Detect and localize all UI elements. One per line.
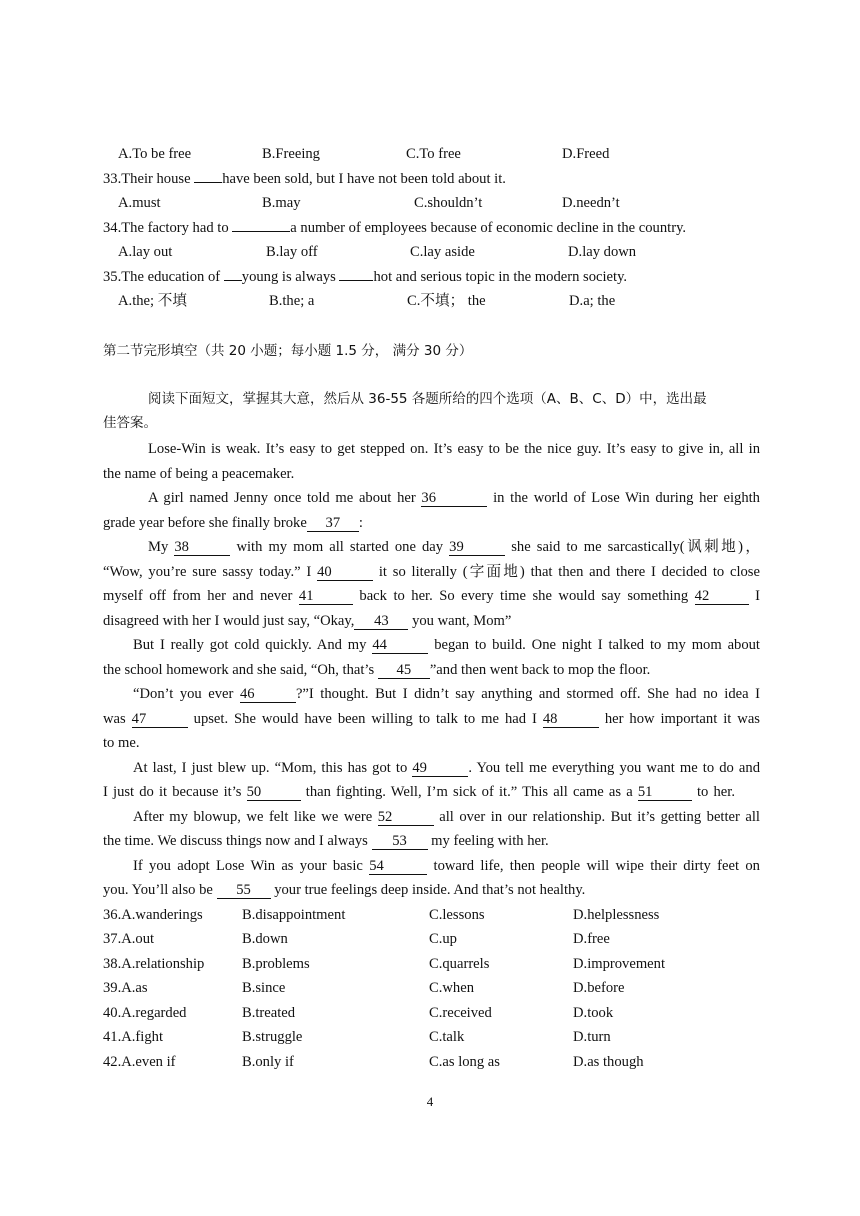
blank-36: 36 xyxy=(421,490,487,507)
blank-49: 49 xyxy=(412,760,468,777)
answer-36-d: D.helplessness xyxy=(573,907,660,923)
blank-53: 53 xyxy=(372,833,428,850)
q32-option-c: C.To free xyxy=(406,146,461,162)
q33-number: 33. xyxy=(103,171,122,187)
q34-option-d: D.lay down xyxy=(568,244,637,260)
q35-option-a: A.the; 不填 xyxy=(118,293,187,309)
answer-40-c: C.received xyxy=(429,1005,492,1021)
q35-options xyxy=(118,291,615,311)
answer-row-41 xyxy=(103,1027,611,1047)
blank-46: 46 xyxy=(240,686,296,703)
answer-39-b: B.since xyxy=(242,980,286,996)
q34-option-c: C.lay aside xyxy=(410,244,475,260)
answer-row-36 xyxy=(103,905,659,925)
q33-text-before: Their house xyxy=(121,171,191,187)
blank-43: 43 xyxy=(354,613,408,630)
q34-text-after: a number of employees because of economic decline in the country. xyxy=(290,220,687,236)
answer-row-38 xyxy=(103,954,665,974)
answer-36-a: 36.A.wanderings xyxy=(103,907,203,923)
blank-38: 38 xyxy=(174,539,230,556)
q33-blank xyxy=(194,182,222,183)
answer-39-a: 39.A.as xyxy=(103,980,148,996)
q33-option-c: C.shouldn’t xyxy=(414,195,483,211)
answer-39-d: D.before xyxy=(573,980,625,996)
answer-41-c: C.talk xyxy=(429,1029,465,1045)
passage-p4-line-2: the school homework and she said, “Oh, that’s 45 ”and then went back to mop the floor. xyxy=(103,662,651,678)
passage-p2-line-2: grade year before she finally broke 37 : xyxy=(103,515,363,531)
blank-40: 40 xyxy=(317,564,373,581)
q34-option-a: A.lay out xyxy=(118,244,173,260)
passage-p7-line-2: the time. We discuss things now and I always 53 my feeling with her. xyxy=(103,833,549,849)
passage-p3-line-2: “Wow, you’re sure sassy today.” I 40 it so literally (字面地) that then and there I decided to close xyxy=(103,564,760,580)
q33-option-b: B.may xyxy=(262,195,301,211)
passage-p8-line-1: If you adopt Lose Win as your basic 54 toward life, then people will wipe their dirty feet on xyxy=(133,858,760,874)
answer-39-c: C.when xyxy=(429,980,474,996)
blank-52: 52 xyxy=(378,809,434,826)
q35-blank-2 xyxy=(339,280,373,281)
answer-42-c: C.as long as xyxy=(429,1054,500,1070)
q35-stem xyxy=(103,267,627,287)
passage-p8-line-2: you. You’ll also be 55 your true feelings deep inside. And that’s not healthy. xyxy=(103,882,586,898)
answer-row-42 xyxy=(103,1052,644,1072)
q33-option-a: A.must xyxy=(118,195,161,211)
q34-option-b: B.lay off xyxy=(266,244,318,260)
blank-39: 39 xyxy=(449,539,505,556)
q33-options xyxy=(118,193,620,213)
answer-38-a: 38.A.relationship xyxy=(103,956,205,972)
q35-number: 35. xyxy=(103,269,122,285)
q32-options xyxy=(118,144,609,164)
blank-50: 50 xyxy=(247,784,301,801)
q33-stem xyxy=(103,169,506,189)
answer-40-b: B.treated xyxy=(242,1005,296,1021)
passage-p6-line-1: At last, I just blew up. “Mom, this has got to 49 . You tell me everything you want me to do and xyxy=(133,760,760,776)
q35-text-before: The education of xyxy=(121,269,221,285)
answer-37-d: D.free xyxy=(573,931,610,947)
q33-option-d: D.needn’t xyxy=(562,195,620,211)
answer-41-a: 41.A.fight xyxy=(103,1029,163,1045)
answer-37-c: C.up xyxy=(429,931,457,947)
blank-41: 41 xyxy=(299,588,353,605)
answer-row-39 xyxy=(103,978,624,998)
answer-38-c: C.quarrels xyxy=(429,956,490,972)
q34-stem xyxy=(103,218,686,238)
q35-blank-1 xyxy=(224,280,242,281)
q32-option-a: A.To be free xyxy=(118,146,192,162)
answer-41-b: B.struggle xyxy=(242,1029,303,1045)
q35-text-after: hot and serious topic in the modern society. xyxy=(373,269,628,285)
answer-42-b: B.only if xyxy=(242,1054,294,1070)
passage-p6-line-2: I just do it because it’s 50 than fighting. Well, I’m sick of it.” This all came as a 51 to her. xyxy=(103,784,735,800)
page-number: 4 xyxy=(426,1094,434,1109)
blank-55: 55 xyxy=(217,882,271,899)
passage-p5-line-3: to me. xyxy=(103,735,140,751)
q32-option-d: D.Freed xyxy=(562,146,610,162)
answer-37-b: B.down xyxy=(242,931,288,947)
answer-38-d: D.improvement xyxy=(573,956,666,972)
blank-51: 51 xyxy=(638,784,692,801)
blank-48: 48 xyxy=(543,711,599,728)
passage-p7-line-1: After my blowup, we felt like we were 52 all over in our relationship. But it’s getting better all xyxy=(133,809,760,825)
blank-44: 44 xyxy=(372,637,428,654)
passage-p3-line-3: myself off from her and never 41 back to her. So every time she would say something 42 I xyxy=(103,588,761,604)
q35-option-b: B.the; a xyxy=(269,293,315,309)
q35-option-c: C.不填； the xyxy=(407,293,486,309)
q34-number: 34. xyxy=(103,220,122,236)
q34-text-before: The factory had to xyxy=(121,220,229,236)
passage-p3-line-1: My 38 with my mom all started one day 39 she said to me sarcastically(讽刺地)， xyxy=(148,539,760,555)
passage-p1-line-1: Lose-Win is weak. It’s easy to get stepped on. It’s easy to be the nice guy. It’s easy to give in, all in xyxy=(148,441,760,457)
answer-38-b: B.problems xyxy=(242,956,310,972)
answer-40-d: D.took xyxy=(573,1005,614,1021)
answer-row-37 xyxy=(103,929,610,949)
answer-42-a: 42.A.even if xyxy=(103,1054,176,1070)
answer-42-d: D.as though xyxy=(573,1054,644,1070)
answer-row-40 xyxy=(103,1003,613,1023)
q34-blank xyxy=(232,231,290,232)
passage-p1-line-2: the name of being a peacemaker. xyxy=(103,466,295,482)
answer-40-a: 40.A.regarded xyxy=(103,1005,187,1021)
answer-36-c: C.lessons xyxy=(429,907,485,923)
answer-37-a: 37.A.out xyxy=(103,931,155,947)
q35-option-d: D.a; the xyxy=(569,293,616,309)
instruction-line-1: 阅读下面短文，掌握其大意，然后从 36-55 各题所给的四个选项（A、B、C、D）中，选出最 xyxy=(148,391,707,407)
q33-text-after: have been sold, but I have not been told about it. xyxy=(222,171,506,187)
answer-41-d: D.turn xyxy=(573,1029,611,1045)
q35-text-middle: young is always xyxy=(241,269,336,285)
blank-47: 47 xyxy=(132,711,188,728)
passage-p4-line-1: But I really got cold quickly. And my 44 began to build. One night I talked to my mom about xyxy=(133,637,760,653)
section-heading: 第二节完形填空（共 20 小题；每小题 1.5 分， 满分 30 分） xyxy=(103,343,473,359)
q32-option-b: B.Freeing xyxy=(262,146,320,162)
passage-p3-line-4: disagreed with her I would just say, “Okay, 43 you want, Mom” xyxy=(103,613,512,629)
answer-36-b: B.disappointment xyxy=(242,907,346,923)
passage-p5-line-2: was 47 upset. She would have been willing to talk to me had I 48 her how important it was xyxy=(103,711,760,727)
q34-options xyxy=(118,242,636,262)
blank-37: 37 xyxy=(307,515,359,532)
blank-54: 54 xyxy=(369,858,427,875)
blank-42: 42 xyxy=(695,588,749,605)
instruction-line-2: 佳答案。 xyxy=(103,415,157,431)
blank-45: 45 xyxy=(378,662,430,679)
passage-p5-line-1: “Don’t you ever 46 ?”I thought. But I didn’t say anything and stormed off. She had no idea I xyxy=(133,686,760,702)
passage-p2-line-1: A girl named Jenny once told me about her 36 in the world of Lose Win during her eighth xyxy=(148,490,760,506)
